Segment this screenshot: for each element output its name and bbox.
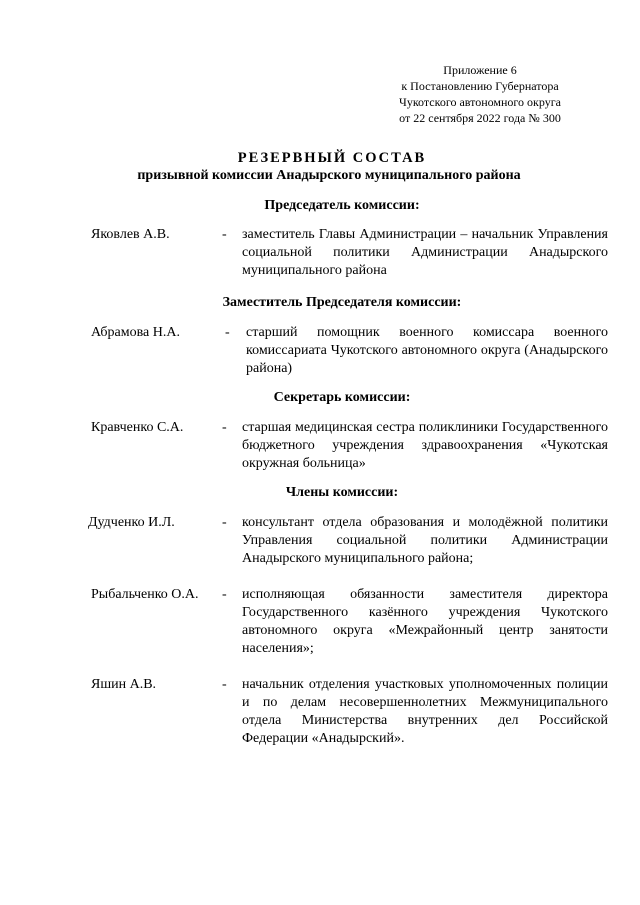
section-heading-secretary: Секретарь комиссии: — [273, 390, 411, 405]
member-name: Абрамова Н.А. — [91, 325, 180, 340]
member-name: Яковлев А.В. — [91, 227, 170, 242]
member-description: заместитель Главы Администрации – начальник Управления социальной политики Администрации Анадырского муниципального района — [242, 227, 608, 278]
appendix-line: Чукотского автономного округа — [399, 95, 561, 109]
appendix-note — [360, 62, 600, 126]
section-heading-members: Члены комиссии: — [285, 485, 399, 500]
appendix-line: от 22 сентября 2022 года № 300 — [399, 111, 561, 125]
appendix-line: к Постановлению Губернатора — [401, 79, 559, 93]
member-dash: - — [222, 515, 227, 530]
member-dash: - — [222, 227, 227, 242]
member-description: старший помощник военного комиссара военного комиссариата Чукотского автономного округа (Анадырского района) — [246, 325, 608, 376]
appendix-line: Приложение 6 — [443, 63, 517, 77]
member-name: Рыбальченко О.А. — [91, 587, 199, 602]
member-name: Дудченко И.Л. — [88, 515, 175, 530]
member-dash: - — [222, 587, 227, 602]
member-description: консультант отдела образования и молодёжной политики Управления социальной политики Администрации Анадырского муниципального района; — [242, 515, 608, 566]
member-description: исполняющая обязанности заместителя директора Государственного казённого учреждения Чукотского автономного округа «Межрайонный центр занятости населения»; — [242, 587, 608, 656]
member-dash: - — [225, 325, 230, 340]
member-description: старшая медицинская сестра поликлиники Государственного бюджетного учреждения здравоохранения «Чукотская окружная больница» — [242, 420, 608, 471]
document-subtitle: призывной комиссии Анадырского муниципального района — [137, 168, 521, 183]
member-name: Яшин А.В. — [91, 677, 157, 692]
member-dash: - — [222, 420, 227, 435]
member-description: начальник отделения участковых уполномоченных полиции и по делам несовершеннолетних Межмуниципального отдела Министерства внутренних дел Российской Федерации «Анадырский». — [242, 677, 608, 746]
section-heading-deputy: Заместитель Председателя комиссии: — [222, 295, 462, 310]
section-heading-chair: Председатель комиссии: — [264, 198, 420, 213]
member-dash: - — [222, 677, 227, 692]
member-name: Кравченко С.А. — [91, 420, 184, 435]
document-title: РЕЗЕРВНЫЙ СОСТАВ — [237, 150, 427, 166]
